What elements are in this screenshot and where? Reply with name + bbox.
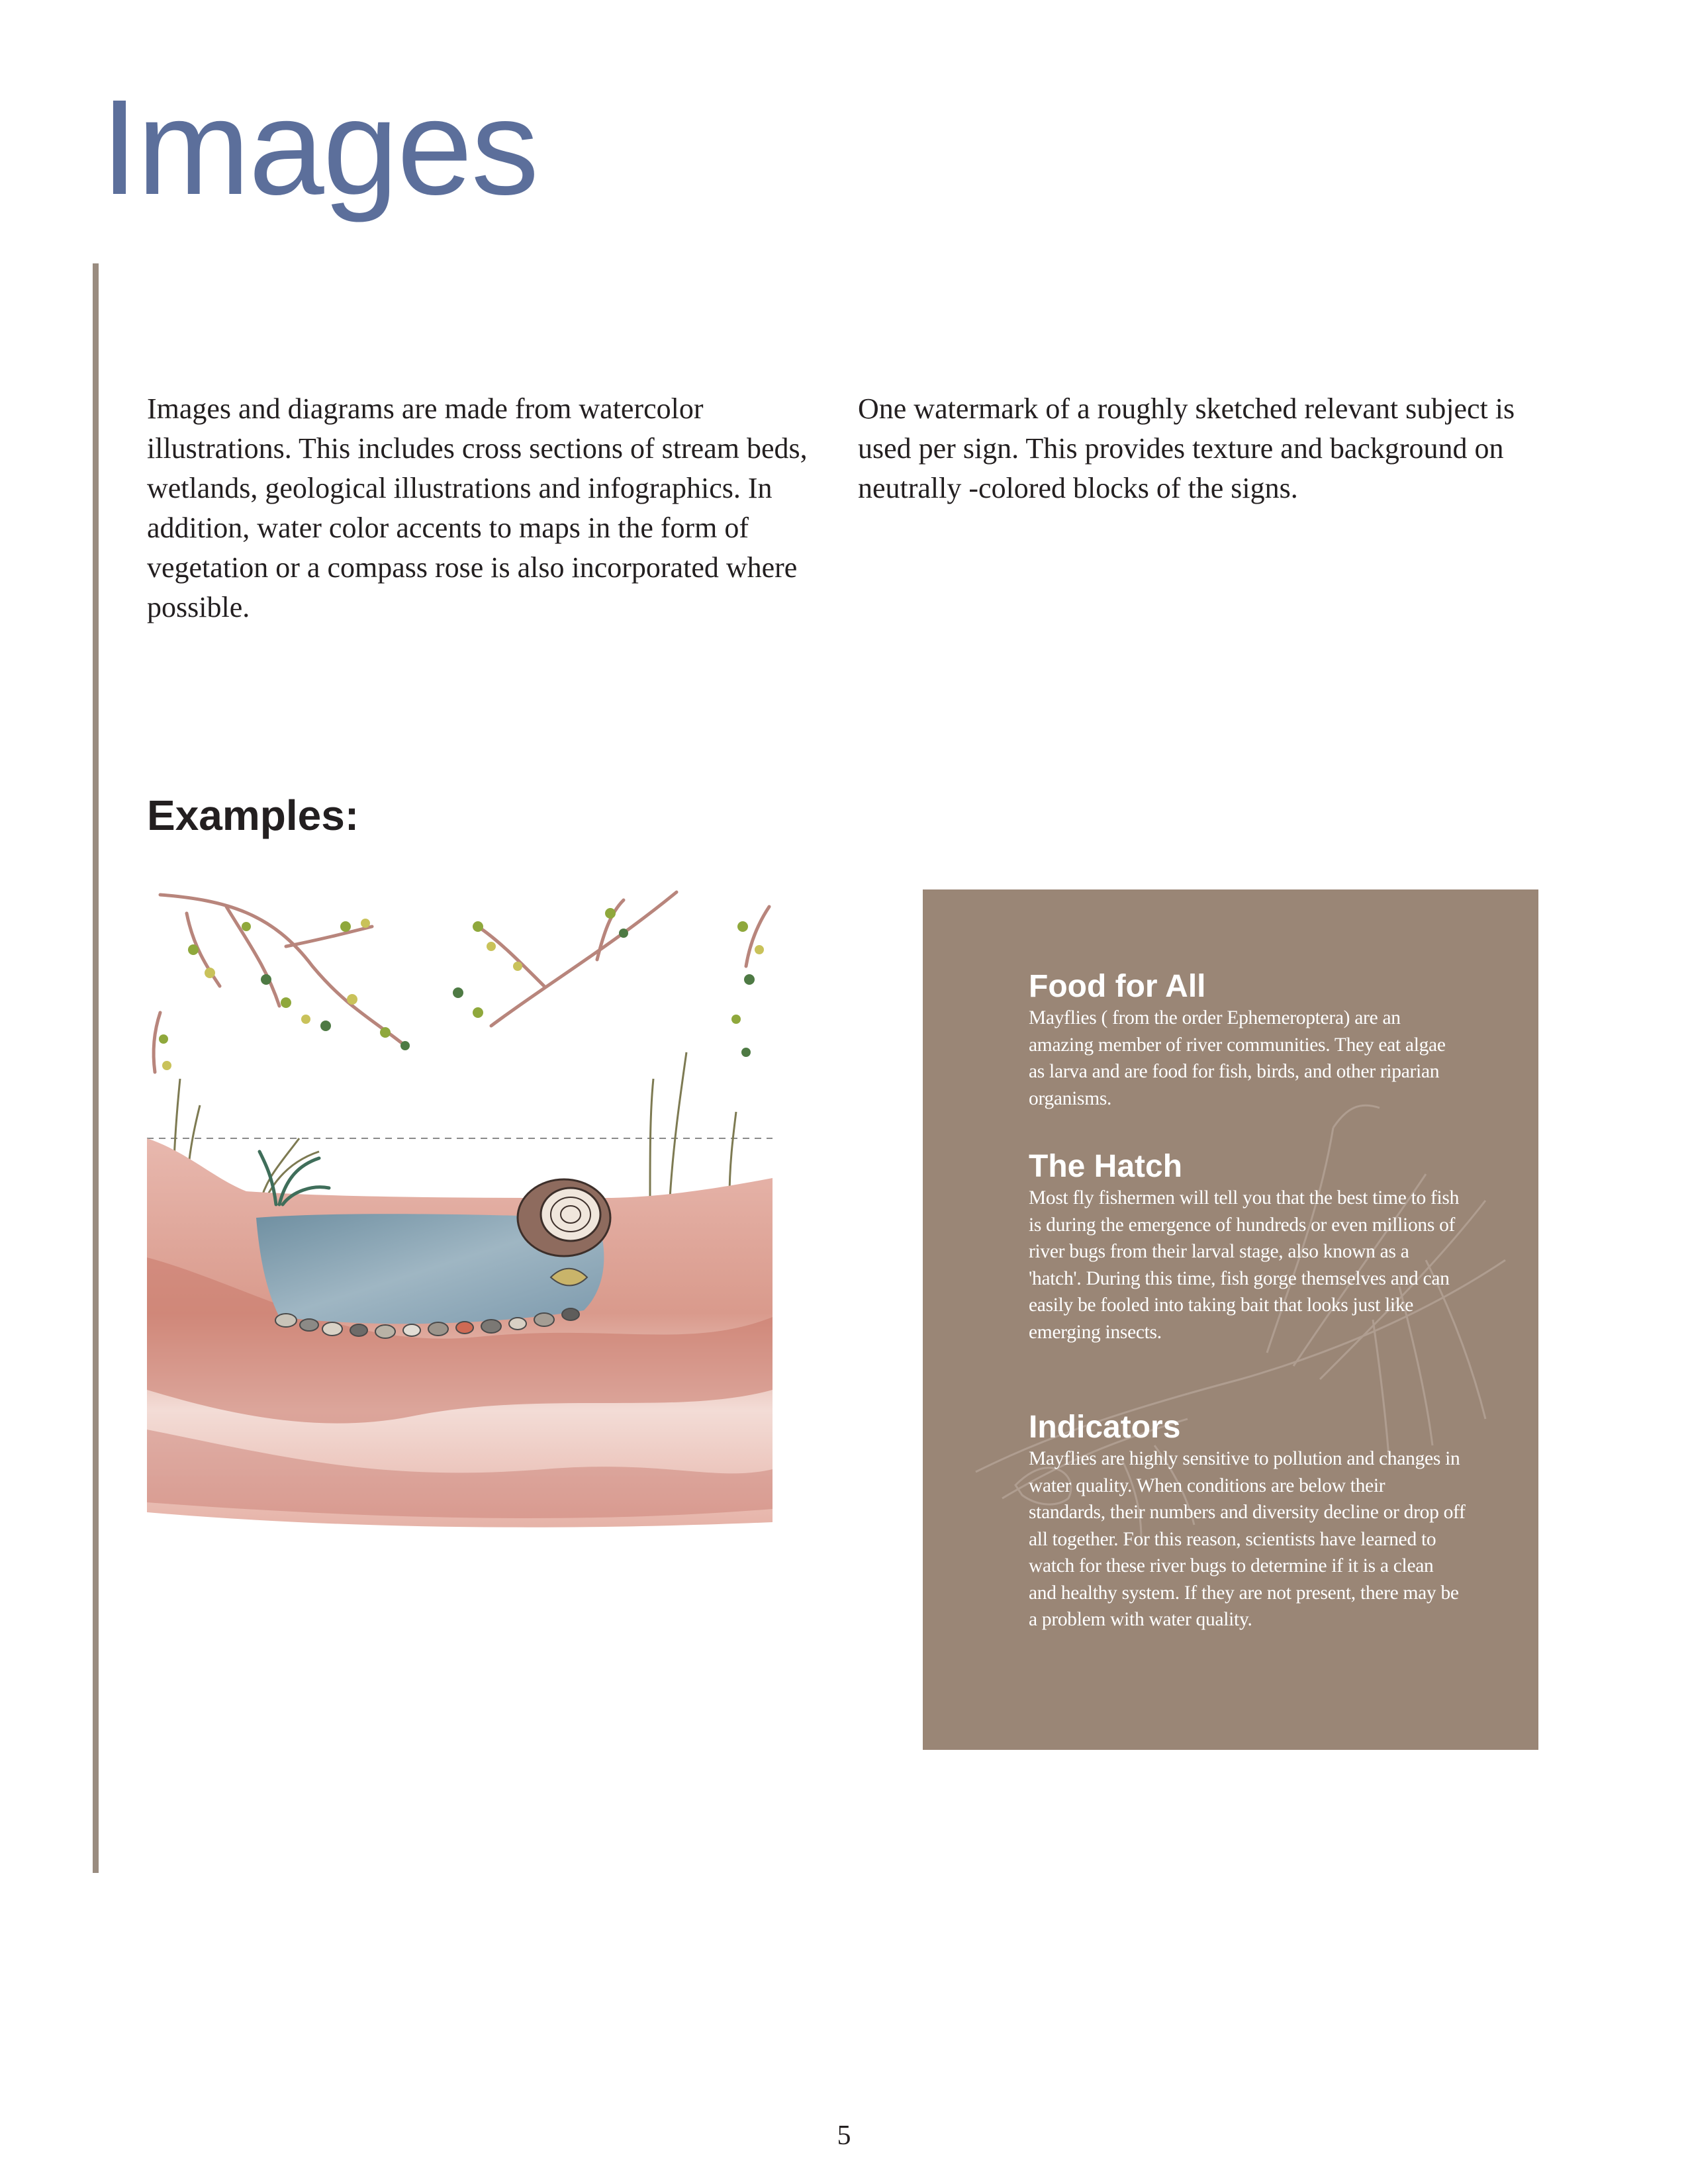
sign-section-food <box>1029 969 1466 1112</box>
tree-branches <box>154 892 769 1072</box>
sign-panel <box>923 889 1538 1750</box>
leaves <box>159 908 764 1070</box>
sign-body: Mayflies are highly sensitive to pollution and changes in water quality. When conditions are below their standards, their numbers and diversity decline or drop off all together. For this reason, scientists have learned to watch for these river bugs to determine if it is a clean and healthy system. If they are not present, there may be a problem with water quality. <box>1029 1448 1466 1630</box>
sign-body: Most fly fishermen will tell you that the best time to fish is during the emergence of hundreds or even millions of river bugs from their larval stage, also known as a 'hatch'. During this time, fish gorge themselves and can easily be fooled into taking bait that looks just like emerging insects. <box>1029 1187 1460 1343</box>
examples-heading: Examples: <box>147 792 359 839</box>
log <box>518 1179 610 1256</box>
left-margin-rule <box>93 263 99 1873</box>
intro-paragraph-left: Images and diagrams are made from watercolor illustrations. This includes cross sections of stream beds, wetlands, geological illustrations and infographics. In addition, water color accents to maps in the form of vegetation or a compass rose is also incorporated where possible. <box>147 392 808 623</box>
page-title: Images <box>101 71 538 223</box>
sign-heading: The Hatch <box>1029 1149 1183 1184</box>
sign-section-indicators <box>1029 1410 1466 1633</box>
reeds <box>173 1052 736 1205</box>
sign-heading: Food for All <box>1029 969 1206 1004</box>
sign-heading: Indicators <box>1029 1410 1181 1445</box>
page-number: 5 <box>837 2120 851 2151</box>
watercolor-stream-illustration <box>147 887 773 1535</box>
sign-body: Mayflies ( from the order Ephemeroptera) are an amazing member of river communities. They eat algae as larva and are food for fish, birds, and other riparian organisms. <box>1029 1007 1446 1109</box>
sign-section-hatch <box>1029 1149 1466 1345</box>
intro-paragraph-right: One watermark of a roughly sketched relevant subject is used per sign. This provides texture and background on neutrally -colored blocks of the signs. <box>858 392 1515 504</box>
